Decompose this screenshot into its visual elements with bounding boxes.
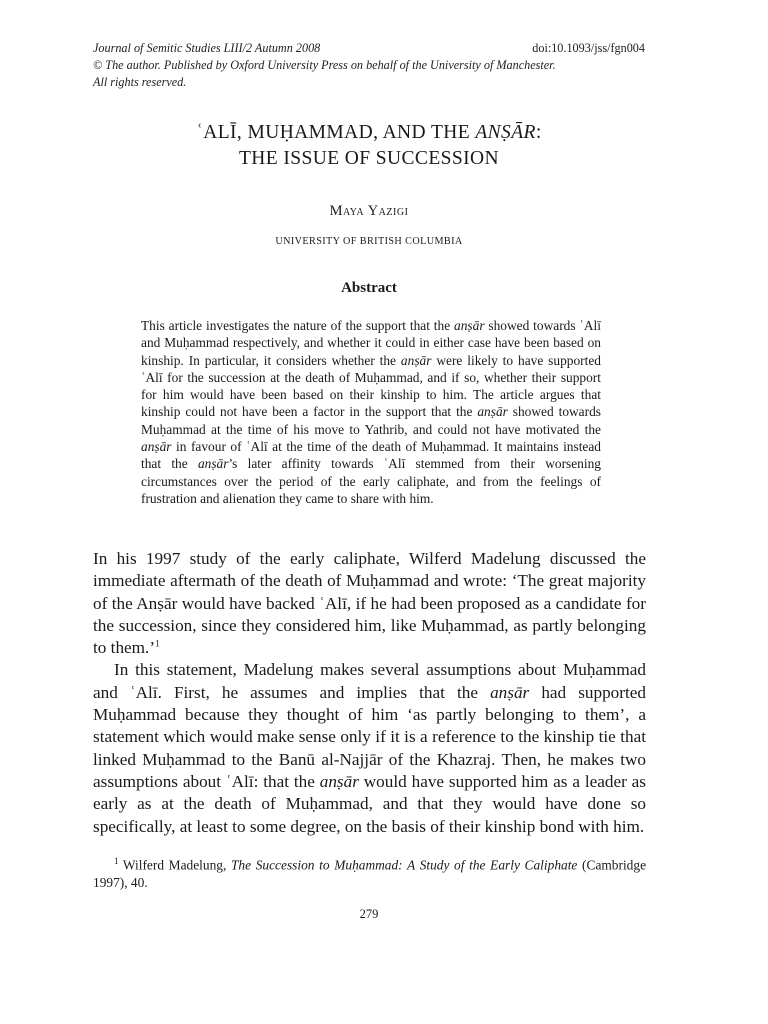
- author-affiliation: UNIVERSITY OF BRITISH COLUMBIA: [275, 236, 463, 247]
- abstract-segment: showed towards Muḥammad at the time of his move to Yathrib, and could not have motivated the: [141, 404, 601, 437]
- rights-line: All rights reserved.: [93, 75, 187, 89]
- author-name: Maya Yazigi: [329, 203, 409, 219]
- footnote: $^1$ Wilferd Madelung, The Succession to Muḥammad: A Study of the Early Caliphate (Cambridge 1997), 40.: [93, 856, 647, 891]
- footnote-reference[interactable]: 1: [155, 639, 160, 650]
- body-p2-segment-italic: anṣār: [319, 771, 359, 791]
- abstract-segment-italic: anṣār: [454, 318, 485, 333]
- abstract-segment: were likely to have supported ʿAlī for the succession at the death of Muḥammad, and if so, whether their support for him would have been based on their kinship to him. The article argues that kinship could not have been a factor in the support that the: [141, 352, 601, 420]
- article-title: [93, 120, 645, 172]
- abstract-segment-italic: anṣār: [400, 352, 432, 368]
- abstract-segment-italic: anṣār: [477, 404, 508, 420]
- journal-header: [93, 40, 645, 91]
- journal-citation: Journal of Semitic Studies LIII/2 Autumn 2008: [93, 41, 321, 55]
- copyright-line: © The author. Published by Oxford University Press on behalf of the University of Manchester.: [93, 58, 556, 72]
- footnote-number: 1: [114, 856, 119, 866]
- abstract-segment: in favour of ʿAlī at the time of the death of Muḥammad. It maintains instead that the: [141, 439, 601, 472]
- body-p2-segment: In this statement, Madelung makes several assumptions about Muḥammad and ʿAlī. First, he assumes and implies that the: [93, 660, 646, 702]
- footnote-book-title: The Succession to Muḥammad: A Study of the Early Caliphate: [230, 857, 578, 873]
- doi-text: doi:10.1093/jss/fgn004: [532, 41, 645, 55]
- body-paragraph-2: [93, 659, 646, 837]
- abstract-text: [141, 317, 601, 507]
- title-line-1: ʿALĪ, MUḤAMMAD, AND THE ANṢĀR:: [196, 122, 542, 143]
- body-p2-segment: would have supported him as a leader as early as at the death of Muḥammad, and that they would have done so specifically, at least to some degree, on the basis of their kinship bond with him.: [93, 771, 646, 836]
- abstract-segment: showed towards ʿAlī and Muḥammad respectively, and whether it could in either case have been based on kinship. In particular, it considers whether the: [141, 318, 601, 368]
- body-p2-segment-italic: anṣār: [490, 682, 530, 702]
- abstract-segment-italic: anṣār: [197, 456, 229, 472]
- title-line-2: THE ISSUE OF SUCCESSION: [238, 148, 500, 169]
- abstract-heading: Abstract: [341, 280, 397, 296]
- body-paragraph-1: In his 1997 study of the early caliphate, Wilferd Madelung discussed the immediate aftermath of the death of Muḥammad and wrote: ‘The great majority of the Anṣār would have backed ʿAlī, if he had been proposed as a candidate for the succession, since they considered him, like Muḥammad, as partly belonging to them.’$^1$: [93, 549, 646, 658]
- body-text: [93, 548, 646, 838]
- body-p2-segment: had supported Muḥammad because they thought of him ‘as partly belonging to them’, a statement which would make sense only if it is a reference to the kinship tie that linked Muḥammad to the Banū al-Najjār of the Khazraj. Then, he makes two assumptions about ʿAlī: that the: [93, 682, 646, 791]
- abstract-segment-italic: anṣār: [141, 439, 172, 455]
- abstract-segment: This article investigates the nature of the support that the: [141, 318, 455, 333]
- page-number: 279: [359, 907, 379, 921]
- abstract-segment: ’s later affinity towards ʿAlī stemmed from their worsening circumstances over the period of the early caliphate, and from the feelings of frustration and alienation they came to share with him.: [141, 456, 601, 506]
